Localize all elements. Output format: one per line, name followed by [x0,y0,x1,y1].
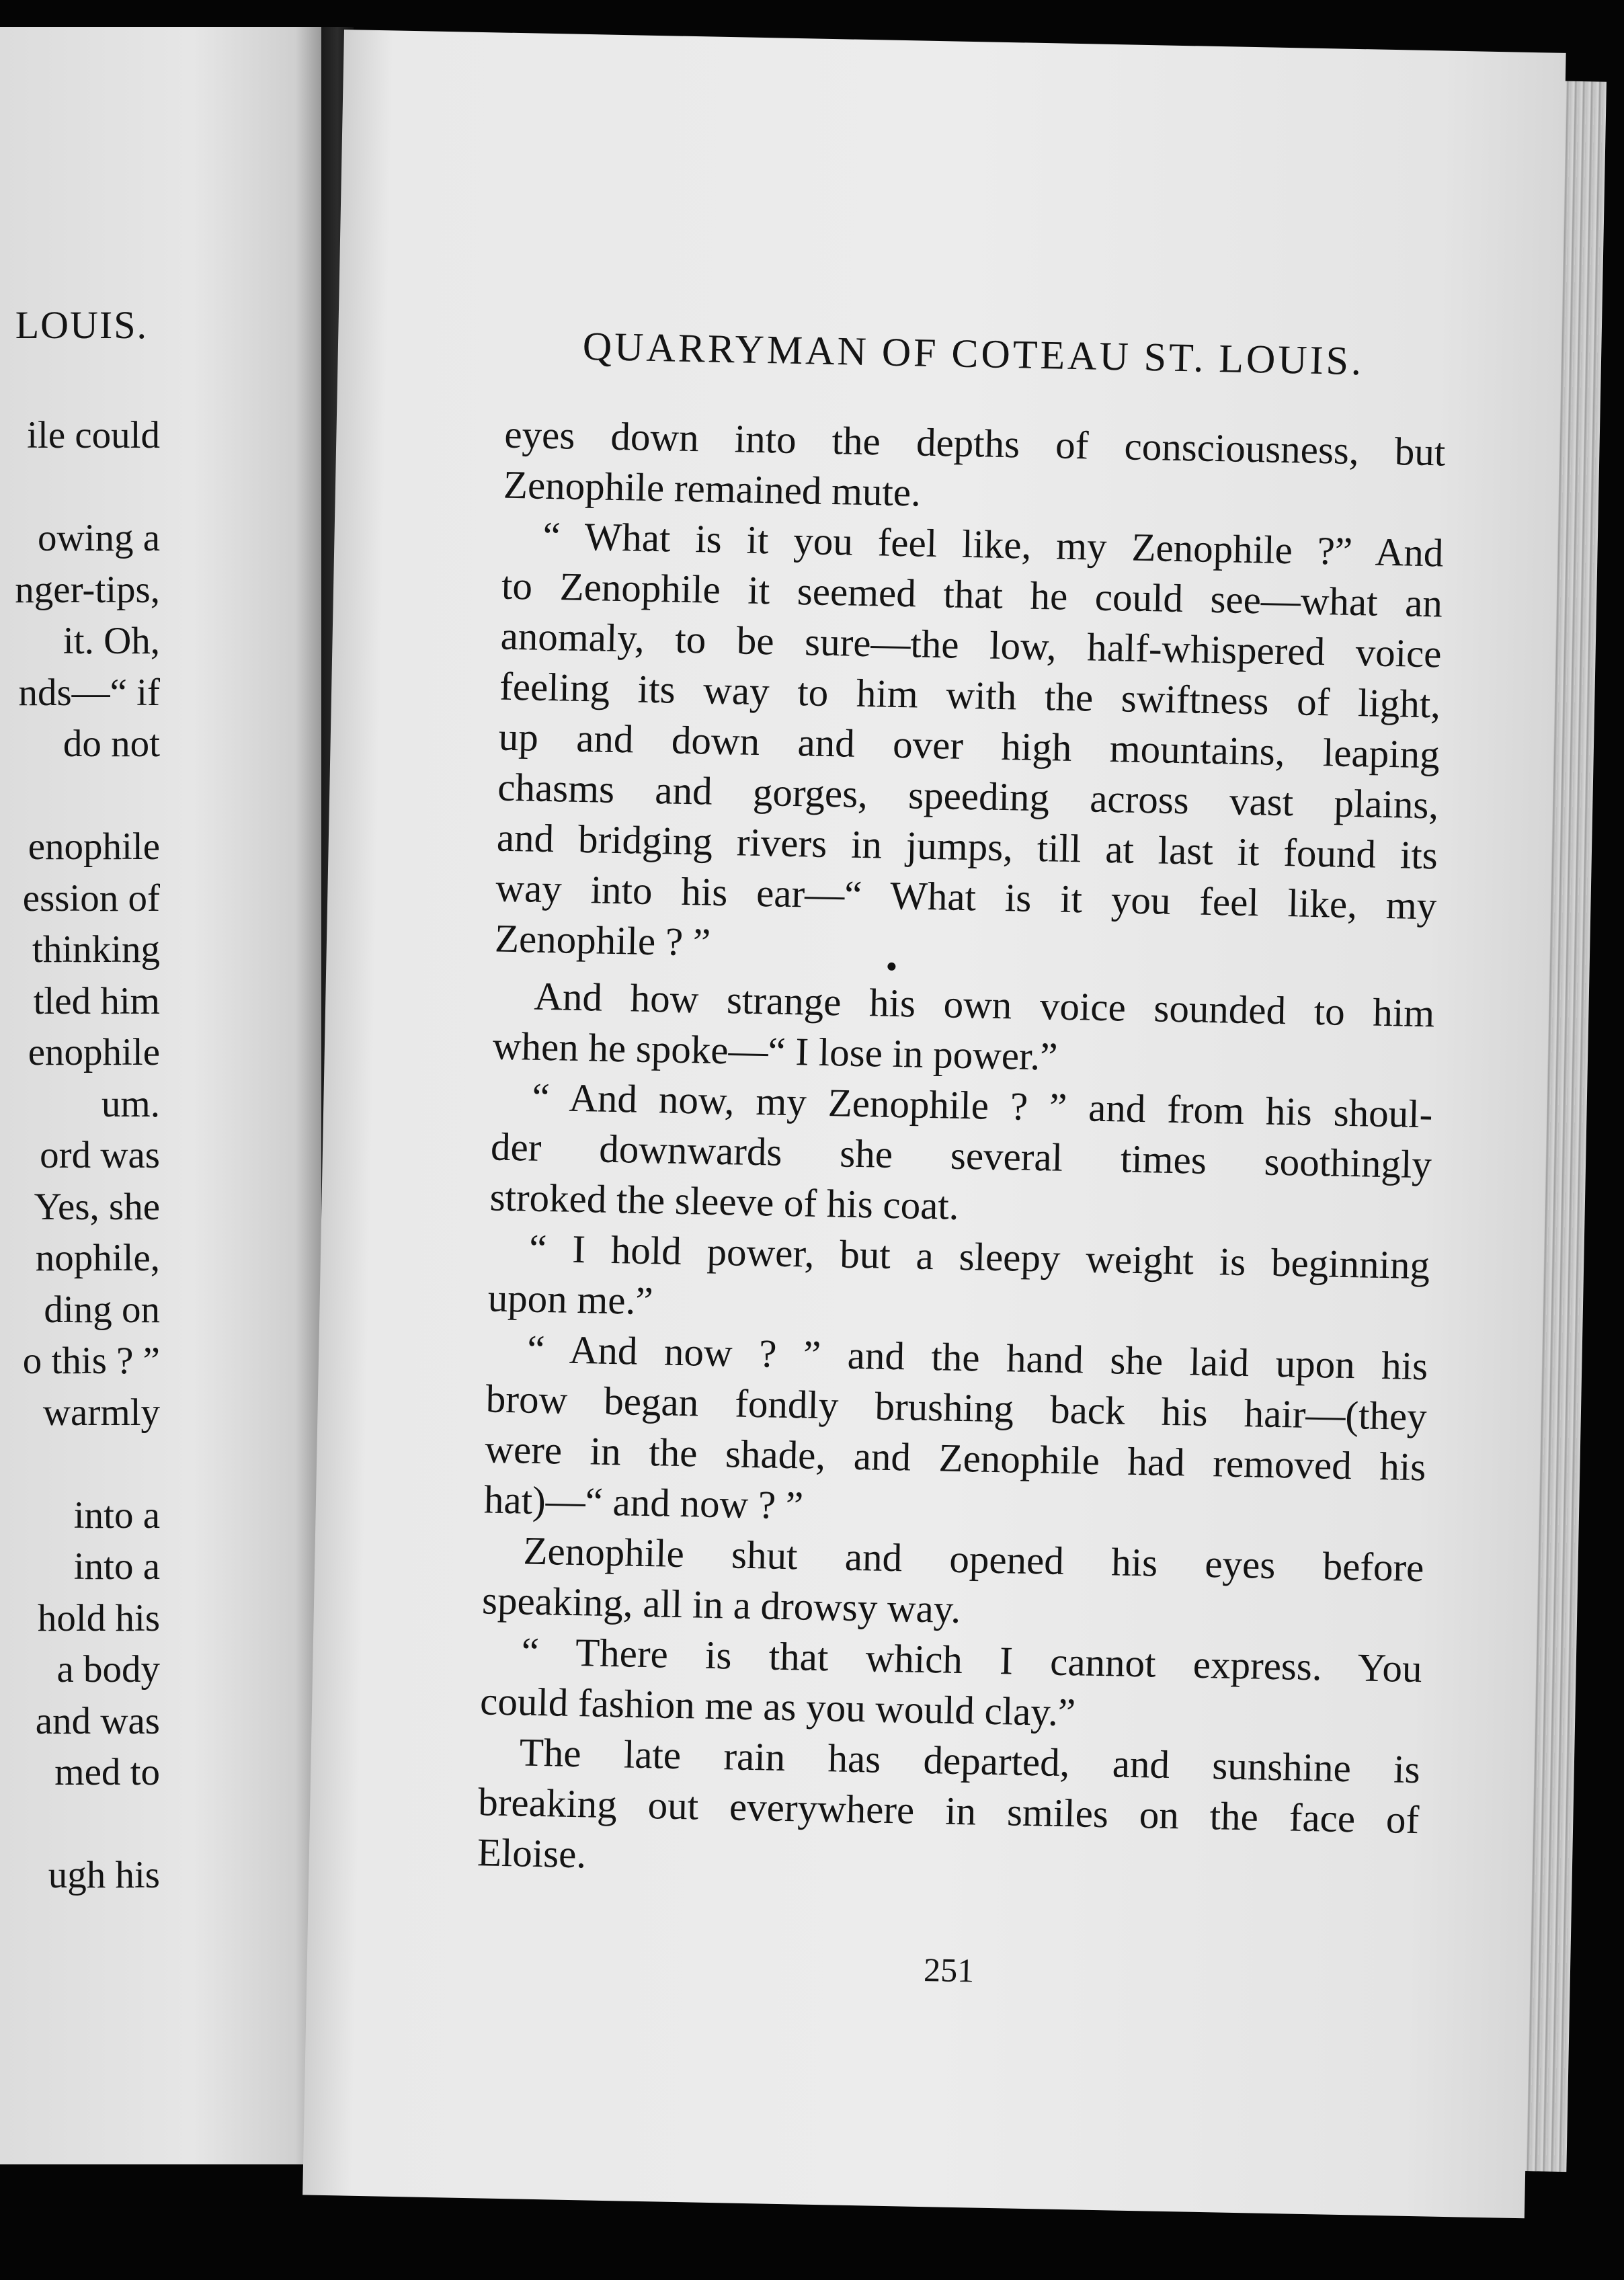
left-text-line: hold his [37,1596,160,1639]
text-line: anomaly, to be sure—the low, half-whispered voice [500,613,1443,676]
left-text-line: ile could [27,414,160,456]
left-text-line: and was [35,1699,160,1742]
left-text-line: do not [63,723,160,765]
left-text-line: into a [73,1545,160,1588]
left-text-line: tled him [33,979,160,1022]
left-text-line: ord was [40,1134,160,1176]
left-text-line: um. [101,1082,160,1125]
text-line: And how strange his own voice sounded to him [533,973,1435,1036]
left-text-line: ding on [44,1288,160,1331]
left-text-line [0,462,160,514]
text-line: Zenophile remained mute. [503,462,922,515]
text-line: Zenophile ? ” [494,915,711,965]
text-line: brow began fondly brushing back his hair—(they [485,1376,1428,1439]
text-line: “ There is that which I cannot express. You [521,1629,1423,1691]
text-line: breaking out everywhere in smiles on the face of [477,1779,1420,1842]
text-line: were in the shade, and Zenophile had removed his [484,1426,1426,1490]
left-text-line: nger-tips, [15,568,160,611]
text-line: stroked the sleeve of his coat. [489,1174,960,1228]
text-line: “ And now, my Zenophile ? ” and from his shoul- [531,1074,1433,1137]
left-page [0,27,321,2164]
left-text-line: enophile [28,1031,160,1073]
text-line: “ I hold power, but a sleepy weight is beginning [528,1225,1430,1288]
text-line: “ What is it you feel like, my Zenophile ?” And [542,513,1444,575]
left-text-line: thinking [32,928,160,971]
left-running-head: LOUIS. [15,303,148,347]
right-page [302,30,1566,2218]
text-line: way into his ear—“ What is it you feel like, my [495,865,1437,928]
text-line: up and down and over high mountains, leaping [498,714,1440,777]
page-number: 251 [923,1951,975,1990]
text-line: eyes down into the depths of consciousness, but [503,411,1446,475]
left-text-line: ugh his [48,1854,160,1896]
text-line: and bridging rivers in jumps, till at last it found its [496,815,1438,878]
left-text-line: into a [73,1494,160,1537]
left-text-line: nophile, [35,1237,160,1279]
left-page-text [0,410,160,1902]
text-line: The late rain has departed, and sunshine is [519,1729,1421,1792]
left-text-line [0,770,160,822]
left-text-line: nds—“ if [18,671,160,714]
text-line: could fashion me as you would clay.” [479,1678,1076,1735]
text-line: feeling its way to him with the swiftness of light, [499,663,1441,727]
body-text [477,409,1446,1896]
left-text-line: owing a [37,517,160,559]
text-line: “ And now ? ” and the hand she laid upon his [526,1326,1428,1389]
left-text-line: warmly [42,1391,160,1434]
left-text-line: it. Oh, [63,620,160,662]
text-line: chasms and gorges, speeding across vast plains, [497,764,1439,827]
text-line: der downwards she several times soothingly [490,1124,1432,1187]
left-text-line [0,1799,160,1850]
text-line: when he spoke—“ I lose in power.” [492,1023,1059,1079]
left-text-line: ession of [22,877,160,920]
left-text-line: a body [56,1648,160,1691]
left-text-line [0,1438,160,1490]
text-line: to Zenophile it seemed that he could see—what an [501,563,1443,626]
text-line: Zenophile shut and opened his eyes before [522,1528,1425,1590]
left-text-line: enophile [28,825,160,868]
text-line: upon me.” [487,1275,654,1324]
text-line: speaking, all in a drowsy way. [481,1578,961,1632]
left-text-line: med to [54,1751,160,1793]
left-text-line: Yes, she [34,1185,160,1228]
text-line: hat)—“ and now ? ” [483,1477,804,1528]
left-text-line: o this ? ” [22,1340,160,1382]
running-head: QUARRYMAN OF COTEAU ST. LOUIS. [582,323,1365,384]
text-line: Eloise. [477,1830,587,1877]
